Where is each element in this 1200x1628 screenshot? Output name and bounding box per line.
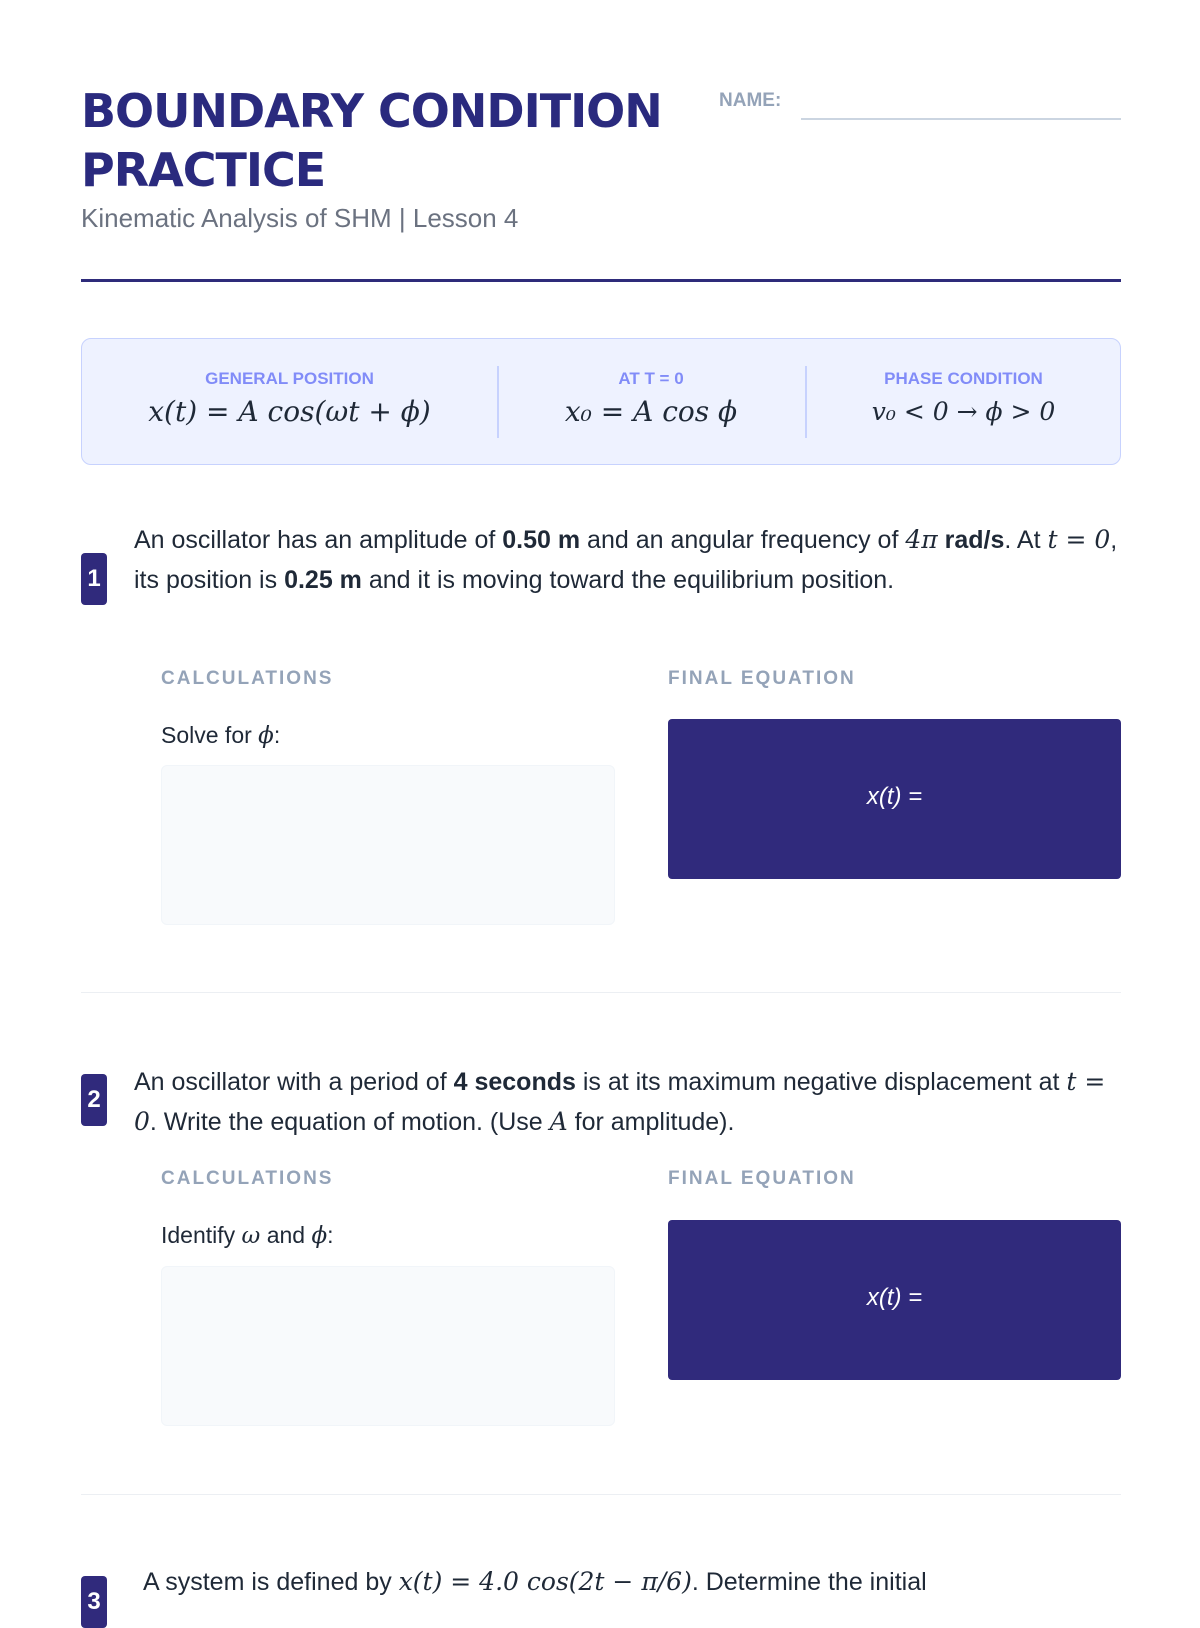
page-title: BOUNDARY CONDITION PRACTICE [81, 84, 662, 197]
final-equation-box[interactable] [668, 719, 1121, 879]
problem-separator [81, 992, 1121, 993]
formula-expression: x₀ = A cos ϕ [564, 395, 738, 428]
calculations-heading: CALCULATIONS [161, 668, 334, 689]
problem-separator [81, 1494, 1121, 1495]
header-divider [81, 279, 1121, 282]
calculation-prompt: Solve for ϕ: [161, 722, 281, 749]
formula-label: AT T = 0 [618, 369, 684, 388]
problem-number-badge: 1 [81, 553, 107, 605]
formula-expression: v₀ < 0 → ϕ > 0 [871, 397, 1056, 426]
name-field[interactable] [801, 118, 1121, 120]
formula-reference-box [81, 338, 1121, 465]
final-equation-heading: FINAL EQUATION [668, 1168, 856, 1189]
final-equation-box[interactable] [668, 1220, 1121, 1380]
calculation-workspace[interactable] [161, 1266, 615, 1426]
problem-number-badge: 3 [81, 1576, 107, 1628]
worksheet-header [81, 82, 1121, 282]
calculation-workspace[interactable] [161, 765, 615, 925]
page-subtitle: Kinematic Analysis of SHM | Lesson 4 [81, 203, 519, 233]
final-equation-text: x(t) = [866, 1284, 923, 1311]
final-equation-heading: FINAL EQUATION [668, 668, 856, 689]
formula-label: GENERAL POSITION [205, 369, 374, 388]
problem-statement: A system is defined by x(t) = 4.0 cos(2t − π/6). Determine the initial [143, 1567, 927, 1596]
problem-statement: An oscillator with a period of 4 seconds is at its maximum negative displacement at t = 0. Write the equation of motion. (Use A for amplitude). [134, 1067, 1106, 1136]
problem-number-badge: 2 [81, 1074, 107, 1126]
problem-statement: An oscillator has an amplitude of 0.50 m and an angular frequency of 4π rad/s. At t = 0, its position is 0.25 m and it is moving toward the equilibrium position. [134, 525, 1118, 594]
formula-label: PHASE CONDITION [884, 369, 1043, 388]
calculation-prompt: Identify ω and ϕ: [161, 1222, 334, 1249]
formula-phase-condition [805, 339, 1122, 466]
formula-initial-condition [497, 339, 805, 466]
formula-expression: x(t) = A cos(ωt + ϕ) [148, 395, 431, 428]
calculations-heading: CALCULATIONS [161, 1168, 334, 1189]
formula-general-position [82, 339, 497, 466]
final-equation-text: x(t) = [866, 783, 923, 810]
name-label: NAME: [719, 90, 782, 111]
